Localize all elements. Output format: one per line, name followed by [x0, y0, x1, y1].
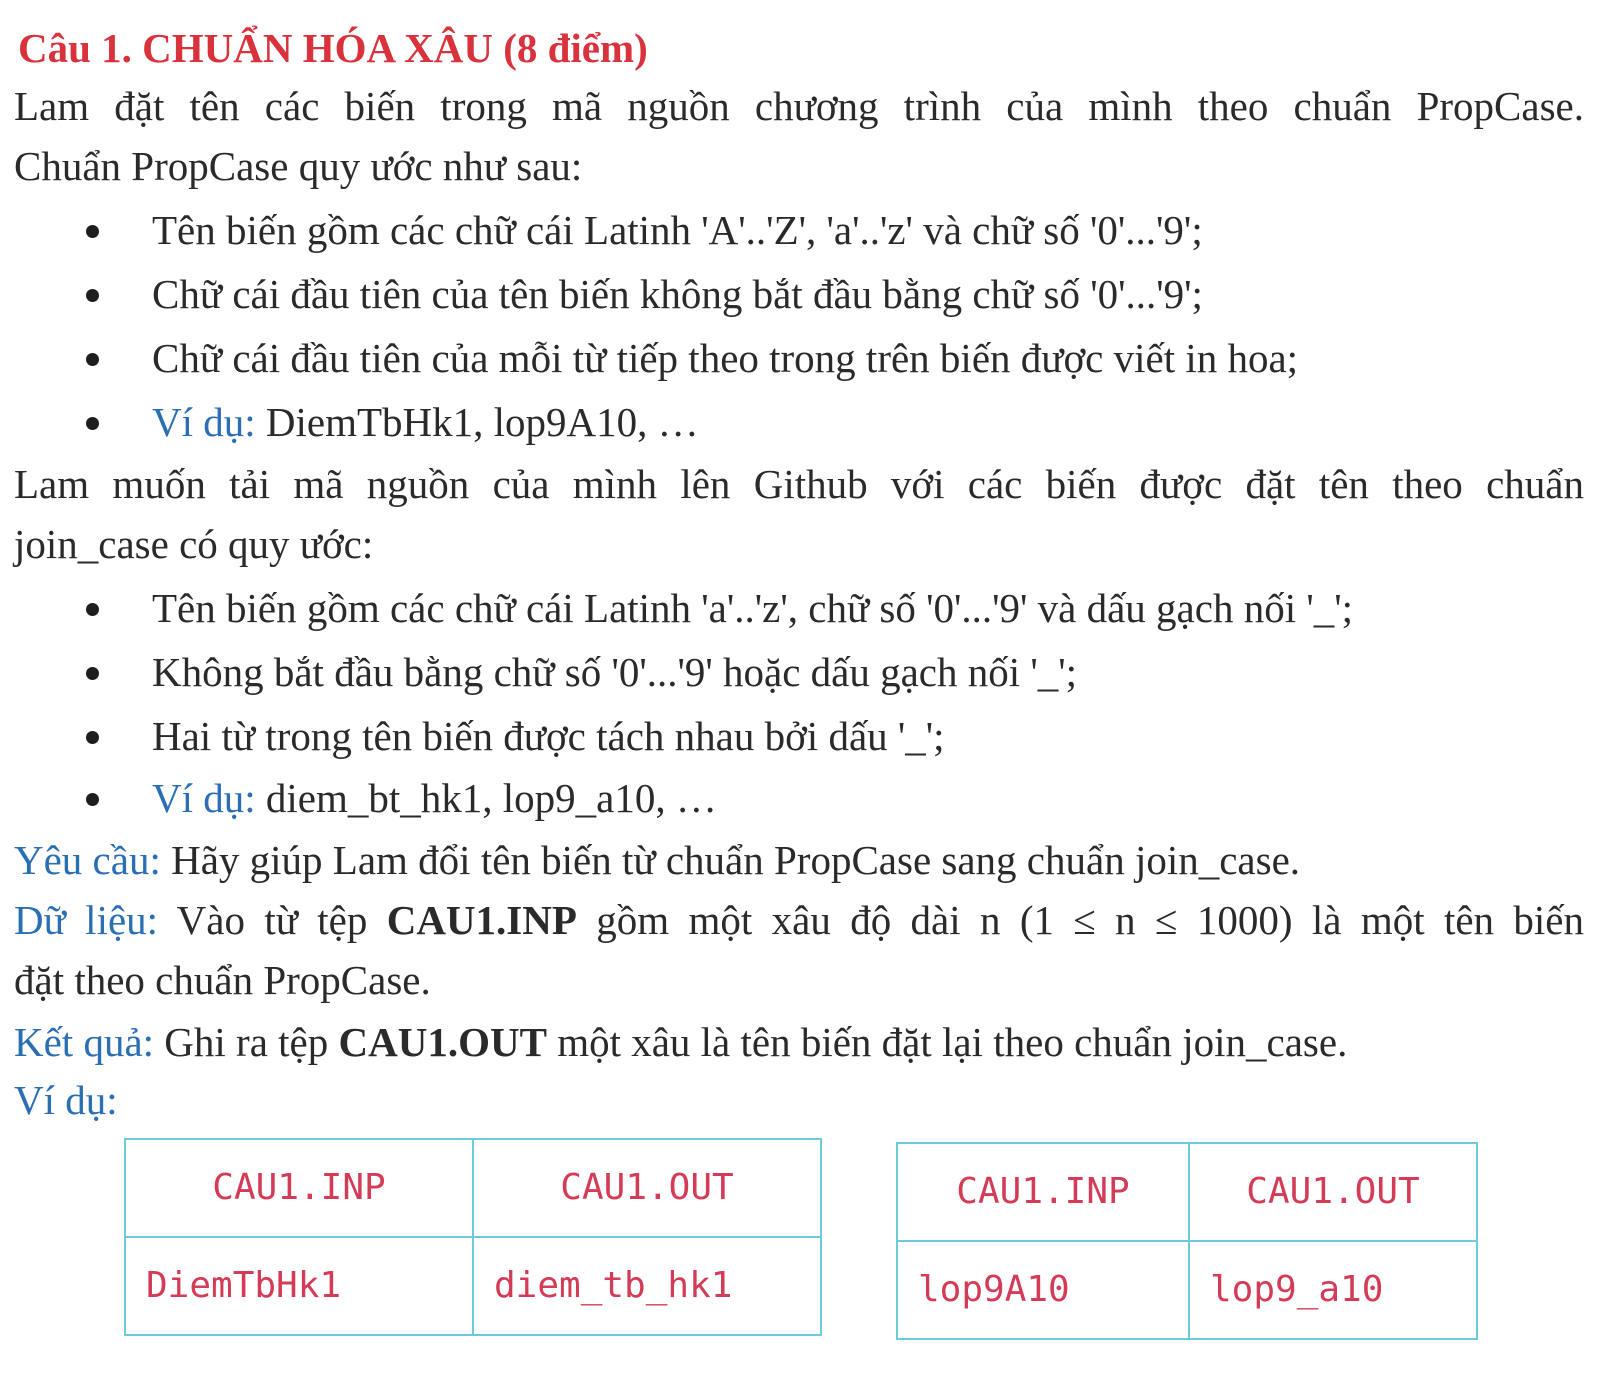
- example-text: DiemTbHk1, lop9A10, …: [255, 399, 699, 445]
- requirement-text: Hãy giúp Lam đổi tên biến từ chuẩn PropCase sang chuẩn join_case.: [160, 837, 1301, 883]
- problem-title: Câu 1. CHUẨN HÓA XÂU (8 điểm): [18, 25, 648, 71]
- table-row: [125, 1237, 821, 1335]
- example-table-1: [124, 1138, 822, 1336]
- bullet-icon: [86, 225, 99, 238]
- input-value-cell: lop9A10: [897, 1241, 1189, 1339]
- example-heading: Ví dụ:: [14, 1077, 118, 1123]
- rule-text: Hai từ trong tên biến được tách nhau bởi dấu '_';: [152, 713, 945, 759]
- input-text-pre: Vào từ tệp: [158, 897, 387, 943]
- output-text-pre: Ghi ra tệp: [154, 1019, 339, 1065]
- header-input-cell: CAU1.INP: [897, 1143, 1189, 1241]
- bullet-icon: [86, 731, 99, 744]
- example-label: Ví dụ:: [152, 775, 256, 821]
- input-value-cell: DiemTbHk1: [125, 1237, 473, 1335]
- bullet-icon: [86, 667, 99, 680]
- input-line-2: đặt theo chuẩn PropCase.: [14, 957, 431, 1003]
- rule-text: Tên biến gồm các chữ cái Latinh 'A'..'Z', 'a'..'z' và chữ số '0'...'9';: [152, 207, 1203, 253]
- rule-text: Chữ cái đầu tiên của tên biến không bắt đầu bằng chữ số '0'...'9';: [152, 271, 1203, 317]
- rule-text: Tên biến gồm các chữ cái Latinh 'a'..'z', chữ số '0'...'9' và dấu gạch nối '_';: [152, 585, 1354, 631]
- bullet-icon: [86, 603, 99, 616]
- requirement-label: Yêu cầu:: [14, 837, 161, 883]
- intro-line-1: Lam đặt tên các biến trong mã nguồn chương trình của mình theo chuẩn PropCase.: [14, 83, 1584, 129]
- bullet-icon: [86, 793, 99, 806]
- header-output-cell: CAU1.OUT: [473, 1139, 821, 1237]
- example-text: diem_bt_hk1, lop9_a10, …: [255, 775, 717, 821]
- joincase-intro-line-1: Lam muốn tải mã nguồn của mình lên Github với các biến được đặt tên theo chuẩn: [14, 461, 1584, 507]
- input-file-name: CAU1.INP: [386, 897, 577, 943]
- bullet-icon: [86, 289, 99, 302]
- output-value-cell: lop9_a10: [1189, 1241, 1477, 1339]
- intro-line-2: Chuẩn PropCase quy ước như sau:: [14, 143, 583, 189]
- rule-text: Không bắt đầu bằng chữ số '0'...'9' hoặc dấu gạch nối '_';: [152, 649, 1078, 695]
- bullet-icon: [86, 417, 99, 430]
- output-line: [14, 1012, 1347, 1072]
- input-line-1: [14, 890, 1584, 950]
- example-table-2: [896, 1142, 1478, 1340]
- table-header-row: [897, 1143, 1477, 1241]
- input-label: Dữ liệu:: [14, 897, 159, 943]
- output-label: Kết quả:: [14, 1019, 155, 1065]
- output-file-name: CAU1.OUT: [338, 1019, 547, 1065]
- bullet-icon: [86, 353, 99, 366]
- output-value-cell: diem_tb_hk1: [473, 1237, 821, 1335]
- joincase-intro-line-2: join_case có quy ước:: [14, 521, 374, 567]
- table-row: [897, 1241, 1477, 1339]
- requirement-line: [14, 830, 1300, 890]
- input-text-post: gồm một xâu độ dài n (1 ≤ n ≤ 1000) là một tên biến: [576, 897, 1584, 943]
- output-text-post: một xâu là tên biến đặt lại theo chuẩn join_case.: [546, 1019, 1348, 1065]
- header-input-cell: CAU1.INP: [125, 1139, 473, 1237]
- table-header-row: [125, 1139, 821, 1237]
- rule-text: Chữ cái đầu tiên của mỗi từ tiếp theo trong trên biến được viết in hoa;: [152, 335, 1299, 381]
- header-output-cell: CAU1.OUT: [1189, 1143, 1477, 1241]
- example-label: Ví dụ:: [152, 399, 256, 445]
